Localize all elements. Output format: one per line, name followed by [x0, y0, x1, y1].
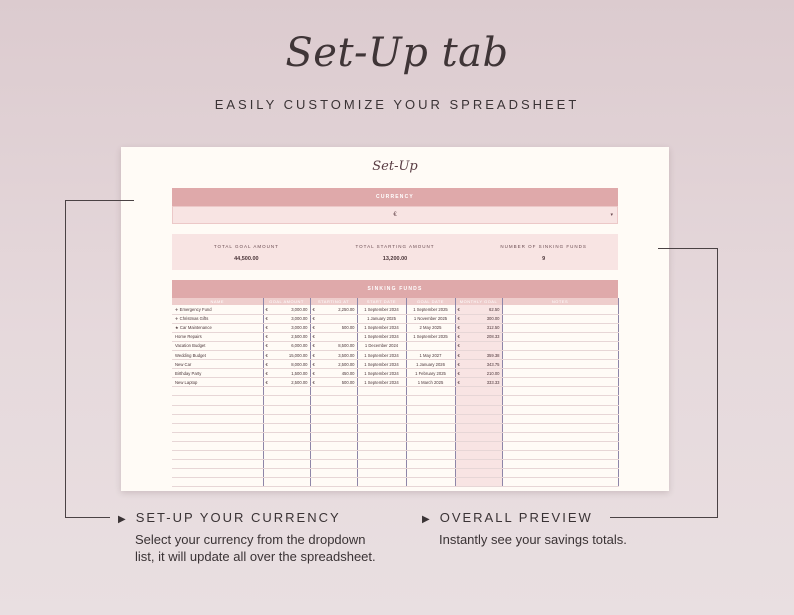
table-row[interactable]: [172, 441, 618, 450]
column-header: MONTHLY GOAL: [455, 298, 502, 305]
cell-monthly-goal[interactable]: € 300.00: [455, 314, 502, 323]
table-header-row: [172, 298, 618, 305]
cell-start-date[interactable]: [357, 405, 406, 414]
table-row[interactable]: [172, 460, 618, 469]
triangle-right-icon: ▶: [422, 514, 432, 525]
cell-name[interactable]: ✈ Christmas Gifts: [172, 314, 263, 323]
cell-goal-date[interactable]: 1 March 2025: [406, 378, 455, 387]
cell-goal-amount[interactable]: [263, 405, 310, 414]
cell-goal-amount[interactable]: [263, 441, 310, 450]
cell-start-date[interactable]: [357, 469, 406, 478]
cell-name[interactable]: [172, 405, 263, 414]
cell-name[interactable]: Home Repairs: [172, 332, 263, 341]
cell-goal-amount[interactable]: [263, 396, 310, 405]
cell-goal-date[interactable]: [406, 341, 455, 350]
cell-notes[interactable]: [502, 369, 618, 378]
cell-starting-at[interactable]: [310, 405, 357, 414]
cell-name[interactable]: [172, 460, 263, 469]
table-body: [172, 305, 618, 487]
column-header: START DATE: [357, 298, 406, 305]
cell-goal-amount[interactable]: [263, 469, 310, 478]
column-header: NOTES: [502, 298, 618, 305]
cell-start-date[interactable]: [357, 460, 406, 469]
cell-notes[interactable]: [502, 460, 618, 469]
cell-notes[interactable]: [502, 423, 618, 432]
table-row[interactable]: [172, 305, 618, 314]
cell-goal-date[interactable]: [406, 423, 455, 432]
cell-starting-at[interactable]: [310, 478, 357, 487]
cell-starting-at[interactable]: € 500.00: [310, 323, 357, 332]
cell-goal-date[interactable]: 1 September 2025: [406, 305, 455, 314]
cell-goal-date[interactable]: [406, 414, 455, 423]
callout-preview-title: ▶ OVERALL PREVIEW: [422, 510, 593, 525]
cell-goal-date[interactable]: 1 September 2025: [406, 332, 455, 341]
summary-panel: [172, 234, 618, 270]
cell-name[interactable]: ★ Car Maintenance: [172, 323, 263, 332]
cell-notes[interactable]: [502, 314, 618, 323]
cell-monthly-goal[interactable]: € 343.75: [455, 360, 502, 369]
cell-start-date[interactable]: [357, 432, 406, 441]
cell-notes[interactable]: [502, 396, 618, 405]
table-row[interactable]: [172, 350, 618, 359]
cell-starting-at[interactable]: [310, 414, 357, 423]
cell-starting-at[interactable]: € 2,500.00: [310, 360, 357, 369]
cell-start-date[interactable]: 1 September 2024: [357, 305, 406, 314]
cell-goal-amount[interactable]: € 3,000.00: [263, 305, 310, 314]
cell-start-date[interactable]: 1 September 2024: [357, 323, 406, 332]
cell-notes[interactable]: [502, 378, 618, 387]
cell-monthly-goal[interactable]: [455, 469, 502, 478]
cell-goal-amount[interactable]: € 8,000.00: [263, 360, 310, 369]
table-row[interactable]: [172, 314, 618, 323]
cell-goal-amount[interactable]: € 2,500.00: [263, 378, 310, 387]
cell-goal-amount[interactable]: [263, 387, 310, 396]
cell-starting-at[interactable]: € 2,250.00: [310, 305, 357, 314]
table-row[interactable]: [172, 360, 618, 369]
cell-starting-at[interactable]: [310, 423, 357, 432]
right-connector-bottom: [610, 517, 718, 518]
cell-starting-at[interactable]: €: [310, 332, 357, 341]
cell-monthly-goal[interactable]: [455, 423, 502, 432]
cell-start-date[interactable]: 1 September 2024: [357, 350, 406, 359]
cell-monthly-goal[interactable]: [455, 478, 502, 487]
cell-starting-at[interactable]: [310, 441, 357, 450]
triangle-right-icon: ▶: [118, 514, 128, 525]
summary-value: 13,200.00: [382, 256, 408, 262]
right-connector-vertical: [717, 248, 718, 518]
currency-header: CURRENCY: [172, 188, 618, 206]
cell-starting-at[interactable]: [310, 460, 357, 469]
cell-monthly-goal[interactable]: [455, 441, 502, 450]
cell-notes[interactable]: [502, 451, 618, 460]
cell-notes[interactable]: [502, 405, 618, 414]
cell-name[interactable]: [172, 441, 263, 450]
sheet-title: Set-Up: [372, 159, 418, 174]
cell-monthly-goal[interactable]: [455, 414, 502, 423]
cell-notes[interactable]: [502, 478, 618, 487]
cell-monthly-goal[interactable]: € 208.33: [455, 332, 502, 341]
currency-value: €: [393, 212, 397, 218]
cell-goal-amount[interactable]: [263, 432, 310, 441]
callout-preview-body: Instantly see your savings totals.: [439, 532, 627, 547]
hero-title: Set-Up tab: [285, 30, 509, 76]
cell-start-date[interactable]: [357, 441, 406, 450]
cell-goal-amount[interactable]: [263, 423, 310, 432]
cell-goal-date[interactable]: [406, 478, 455, 487]
currency-dropdown[interactable]: [172, 206, 618, 224]
summary-number-funds: [469, 234, 618, 270]
spreadsheet-preview: [121, 147, 669, 491]
cell-start-date[interactable]: [357, 387, 406, 396]
table-row[interactable]: [172, 478, 618, 487]
cell-goal-amount[interactable]: € 6,000.00: [263, 341, 310, 350]
table-row[interactable]: [172, 414, 618, 423]
cell-name[interactable]: Wedding Budget: [172, 350, 263, 359]
cell-start-date[interactable]: [357, 414, 406, 423]
cell-start-date[interactable]: 1 December 2024: [357, 341, 406, 350]
cell-notes[interactable]: [502, 332, 618, 341]
cell-name[interactable]: [172, 469, 263, 478]
cell-notes[interactable]: [502, 323, 618, 332]
cell-starting-at[interactable]: € 8,500.00: [310, 341, 357, 350]
column-header: GOAL DATE: [406, 298, 455, 305]
cell-start-date[interactable]: 1 September 2024: [357, 360, 406, 369]
right-connector-top: [658, 248, 717, 249]
summary-total-goal: [172, 234, 321, 270]
cell-goal-amount[interactable]: € 1,500.00: [263, 369, 310, 378]
cell-monthly-goal[interactable]: [455, 387, 502, 396]
cell-name[interactable]: [172, 414, 263, 423]
hero-subtitle: EASILY CUSTOMIZE YOUR SPREADSHEET: [214, 97, 580, 112]
cell-notes[interactable]: [502, 387, 618, 396]
cell-start-date[interactable]: [357, 396, 406, 405]
cell-starting-at[interactable]: [310, 396, 357, 405]
column-header: NAME: [172, 298, 263, 305]
cell-notes[interactable]: [502, 414, 618, 423]
cell-monthly-goal[interactable]: [455, 405, 502, 414]
cell-goal-amount[interactable]: [263, 478, 310, 487]
table-row[interactable]: [172, 469, 618, 478]
cell-name[interactable]: [172, 451, 263, 460]
cell-starting-at[interactable]: [310, 432, 357, 441]
chevron-down-icon[interactable]: ▾: [610, 212, 613, 218]
table-row[interactable]: [172, 341, 618, 350]
table-row[interactable]: [172, 451, 618, 460]
table-row[interactable]: [172, 332, 618, 341]
cell-goal-date[interactable]: 1 February 2025: [406, 369, 455, 378]
cell-goal-date[interactable]: [406, 451, 455, 460]
callout-currency-title: ▶ SET-UP YOUR CURRENCY: [118, 510, 341, 525]
cell-starting-at[interactable]: [310, 387, 357, 396]
summary-value: 44,500.00: [234, 256, 259, 262]
left-connector-bottom: [65, 517, 110, 518]
table-row[interactable]: [172, 378, 618, 387]
cell-name[interactable]: [172, 432, 263, 441]
cell-notes[interactable]: [502, 305, 618, 314]
cell-monthly-goal[interactable]: € 359.38: [455, 350, 502, 359]
cell-goal-amount[interactable]: € 3,000.00: [263, 323, 310, 332]
cell-start-date[interactable]: 1 January 2025: [357, 314, 406, 323]
cell-goal-amount[interactable]: [263, 414, 310, 423]
cell-starting-at[interactable]: [310, 451, 357, 460]
sinking-funds-table: [172, 298, 619, 487]
cell-monthly-goal[interactable]: €: [455, 341, 502, 350]
summary-total-starting: [321, 234, 470, 270]
cell-starting-at[interactable]: € 500.00: [310, 378, 357, 387]
cell-monthly-goal[interactable]: € 312.50: [455, 323, 502, 332]
left-connector-vertical: [65, 200, 66, 517]
cell-monthly-goal[interactable]: € 333.33: [455, 378, 502, 387]
summary-label: TOTAL GOAL AMOUNT: [213, 244, 279, 249]
summary-value: 9: [542, 256, 546, 262]
cell-name[interactable]: [172, 423, 263, 432]
cell-goal-amount[interactable]: [263, 460, 310, 469]
cell-notes[interactable]: [502, 432, 618, 441]
cell-goal-amount[interactable]: € 15,000.00: [263, 350, 310, 359]
cell-name[interactable]: [172, 387, 263, 396]
cell-goal-amount[interactable]: [263, 451, 310, 460]
cell-start-date[interactable]: [357, 423, 406, 432]
cell-goal-amount[interactable]: € 3,000.00: [263, 314, 310, 323]
table-row[interactable]: [172, 432, 618, 441]
cell-starting-at[interactable]: € 3,500.00: [310, 350, 357, 359]
cell-name[interactable]: [172, 396, 263, 405]
cell-notes[interactable]: [502, 350, 618, 359]
cell-monthly-goal[interactable]: [455, 396, 502, 405]
left-connector-top: [65, 200, 134, 201]
table-row[interactable]: [172, 396, 618, 405]
cell-name[interactable]: ✈ Emergency Fund: [172, 305, 263, 314]
summary-label: NUMBER OF SINKING FUNDS: [500, 244, 587, 249]
cell-goal-date[interactable]: 1 May 2027: [406, 350, 455, 359]
cell-name[interactable]: Vacation Budget: [172, 341, 263, 350]
cell-start-date[interactable]: [357, 451, 406, 460]
cell-start-date[interactable]: 1 September 2024: [357, 369, 406, 378]
cell-name[interactable]: [172, 478, 263, 487]
cell-monthly-goal[interactable]: [455, 460, 502, 469]
cell-goal-date[interactable]: 2 May 2025: [406, 323, 455, 332]
table-row[interactable]: [172, 387, 618, 396]
cell-goal-date[interactable]: [406, 396, 455, 405]
callout-currency-body: Select your currency from the dropdown list, it will update all over the spreadsheet.: [135, 532, 376, 564]
cell-notes[interactable]: [502, 360, 618, 369]
table-row[interactable]: [172, 323, 618, 332]
cell-notes[interactable]: [502, 469, 618, 478]
cell-monthly-goal[interactable]: [455, 432, 502, 441]
cell-name[interactable]: New Laptop: [172, 378, 263, 387]
cell-notes[interactable]: [502, 441, 618, 450]
cell-goal-date[interactable]: [406, 460, 455, 469]
table-row[interactable]: [172, 369, 618, 378]
cell-goal-date[interactable]: [406, 387, 455, 396]
table-row[interactable]: [172, 423, 618, 432]
column-header: GOAL AMOUNT: [263, 298, 310, 305]
cell-starting-at[interactable]: € 450.00: [310, 369, 357, 378]
table-row[interactable]: [172, 405, 618, 414]
cell-notes[interactable]: [502, 341, 618, 350]
cell-goal-date[interactable]: [406, 432, 455, 441]
cell-start-date[interactable]: [357, 478, 406, 487]
cell-monthly-goal[interactable]: € 62.50: [455, 305, 502, 314]
cell-goal-date[interactable]: 1 November 2025: [406, 314, 455, 323]
column-header: STARTING AT: [310, 298, 357, 305]
cell-goal-amount[interactable]: € 2,500.00: [263, 332, 310, 341]
cell-goal-date[interactable]: [406, 469, 455, 478]
cell-goal-date[interactable]: [406, 405, 455, 414]
cell-start-date[interactable]: 1 September 2024: [357, 378, 406, 387]
cell-name[interactable]: New Car: [172, 360, 263, 369]
cell-name[interactable]: Birthday Party: [172, 369, 263, 378]
cell-goal-date[interactable]: [406, 441, 455, 450]
cell-goal-date[interactable]: 1 January 2026: [406, 360, 455, 369]
summary-label: TOTAL STARTING AMOUNT: [355, 244, 435, 249]
cell-starting-at[interactable]: [310, 469, 357, 478]
sinking-funds-header: SINKING FUNDS: [172, 280, 618, 298]
cell-starting-at[interactable]: €: [310, 314, 357, 323]
cell-start-date[interactable]: 1 September 2024: [357, 332, 406, 341]
cell-monthly-goal[interactable]: [455, 451, 502, 460]
cell-monthly-goal[interactable]: € 210.00: [455, 369, 502, 378]
